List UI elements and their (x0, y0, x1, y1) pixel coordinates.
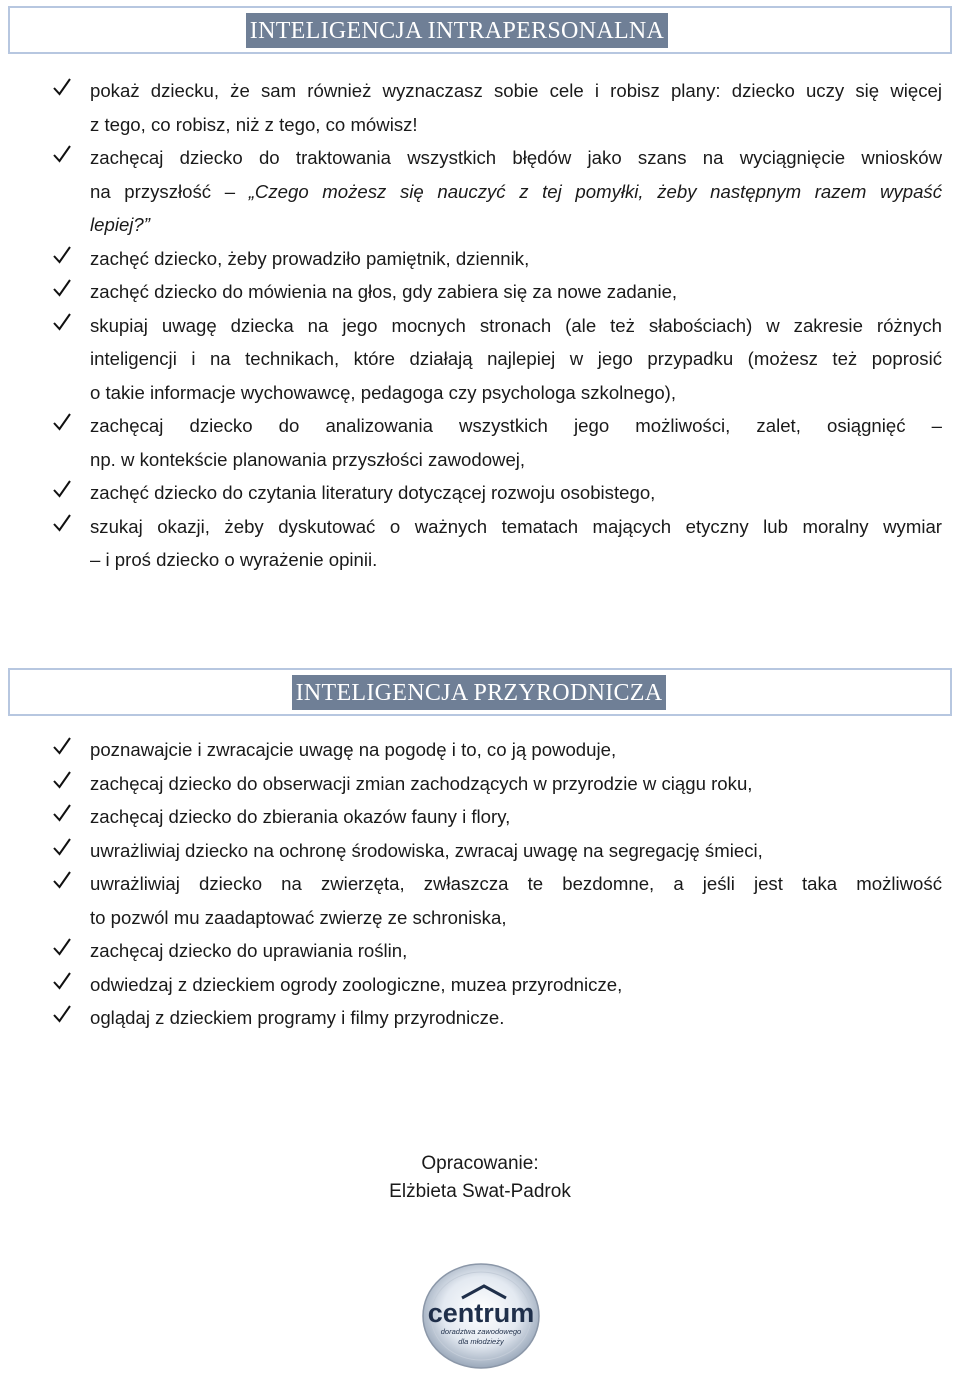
list-item: szukaj okazji, żeby dyskutować o ważnych tematach mających etyczny lub moralny wymiar – i proś dziecko o wyrażenie opinii. (52, 510, 942, 577)
check-icon (52, 837, 74, 859)
check-icon (52, 1004, 74, 1026)
list-item: zachęć dziecko, żeby prowadziło pamiętnik, dziennik, (52, 242, 942, 276)
list-item: uwrażliwiaj dziecko na ochronę środowiska, zwracaj uwagę na segregację śmieci, (52, 834, 942, 868)
logo-wordmark: centrum (427, 1298, 535, 1328)
check-icon (52, 278, 74, 300)
tips-list-naturalist (52, 733, 942, 1035)
list-item: zachęcaj dziecko do traktowania wszystkich błędów jako szans na wyciągnięcie wniosków na przyszłość – „Czego możesz się nauczyć z tej pomyłki, żeby następnym razem wypaść lepiej?” (52, 141, 942, 242)
tips-list-intrapersonal (52, 74, 942, 577)
check-icon (52, 412, 74, 434)
list-item: uwrażliwiaj dziecko na zwierzęta, zwłaszcza te bezdomne, a jeśli jest taka możliwość to pozwól mu zaadaptować zwierzę ze schroniska, (52, 867, 942, 934)
check-icon (52, 479, 74, 501)
section-title: INTELIGENCJA INTRAPERSONALNA (246, 13, 668, 48)
list-item: zachęcaj dziecko do obserwacji zmian zachodzących w przyrodzie w ciągu roku, (52, 767, 942, 801)
section-title: INTELIGENCJA PRZYRODNICZA (292, 675, 667, 710)
list-item: zachęć dziecko do czytania literatury dotyczącej rozwoju osobistego, (52, 476, 942, 510)
list-item: zachęcaj dziecko do analizowania wszystkich jego możliwości, zalet, osiągnięć – np. w kontekście planowania przyszłości zawodowej, (52, 409, 942, 476)
check-icon (52, 870, 74, 892)
check-icon (52, 144, 74, 166)
check-icon (52, 77, 74, 99)
centrum-logo (420, 1262, 542, 1370)
logo-subtitle-2: dla młodzieży (458, 1337, 504, 1346)
check-icon (52, 513, 74, 535)
check-icon (52, 803, 74, 825)
list-item: poznawajcie i zwracajcie uwagę na pogodę i to, co ją powoduje, (52, 733, 942, 767)
list-item: odwiedzaj z dzieckiem ogrody zoologiczne, muzea przyrodnicze, (52, 968, 942, 1002)
credit-author: Elżbieta Swat-Padrok (389, 1181, 571, 1202)
check-icon (52, 245, 74, 267)
logo-subtitle-1: doradztwa zawodowego (440, 1327, 522, 1336)
list-item: oglądaj z dzieckiem programy i filmy przyrodnicze. (52, 1001, 942, 1035)
section-header-naturalist (8, 668, 952, 716)
list-item: skupiaj uwagę dziecka na jego mocnych stronach (ale też słabościach) w zakresie różnych inteligencji i na technikach, które działają najlepiej w jego przypadku (możesz też poprosić o takie informacje wychowawcę, pedagoga czy psychologa szkolnego), (52, 309, 942, 410)
check-icon (52, 312, 74, 334)
list-item: zachęć dziecko do mówienia na głos, gdy zabiera się za nowe zadanie, (52, 275, 942, 309)
check-icon (52, 937, 74, 959)
list-item: pokaż dziecku, że sam również wyznaczasz sobie cele i robisz plany: dziecko uczy się więcej z tego, co robisz, niż z tego, co mówisz! (52, 74, 942, 141)
check-icon (52, 770, 74, 792)
section-header-intrapersonal (8, 6, 952, 54)
list-item: zachęcaj dziecko do zbierania okazów fauny i flory, (52, 800, 942, 834)
credit-label: Opracowanie: (421, 1153, 539, 1174)
list-item: zachęcaj dziecko do uprawiania roślin, (52, 934, 942, 968)
check-icon (52, 736, 74, 758)
check-icon (52, 971, 74, 993)
